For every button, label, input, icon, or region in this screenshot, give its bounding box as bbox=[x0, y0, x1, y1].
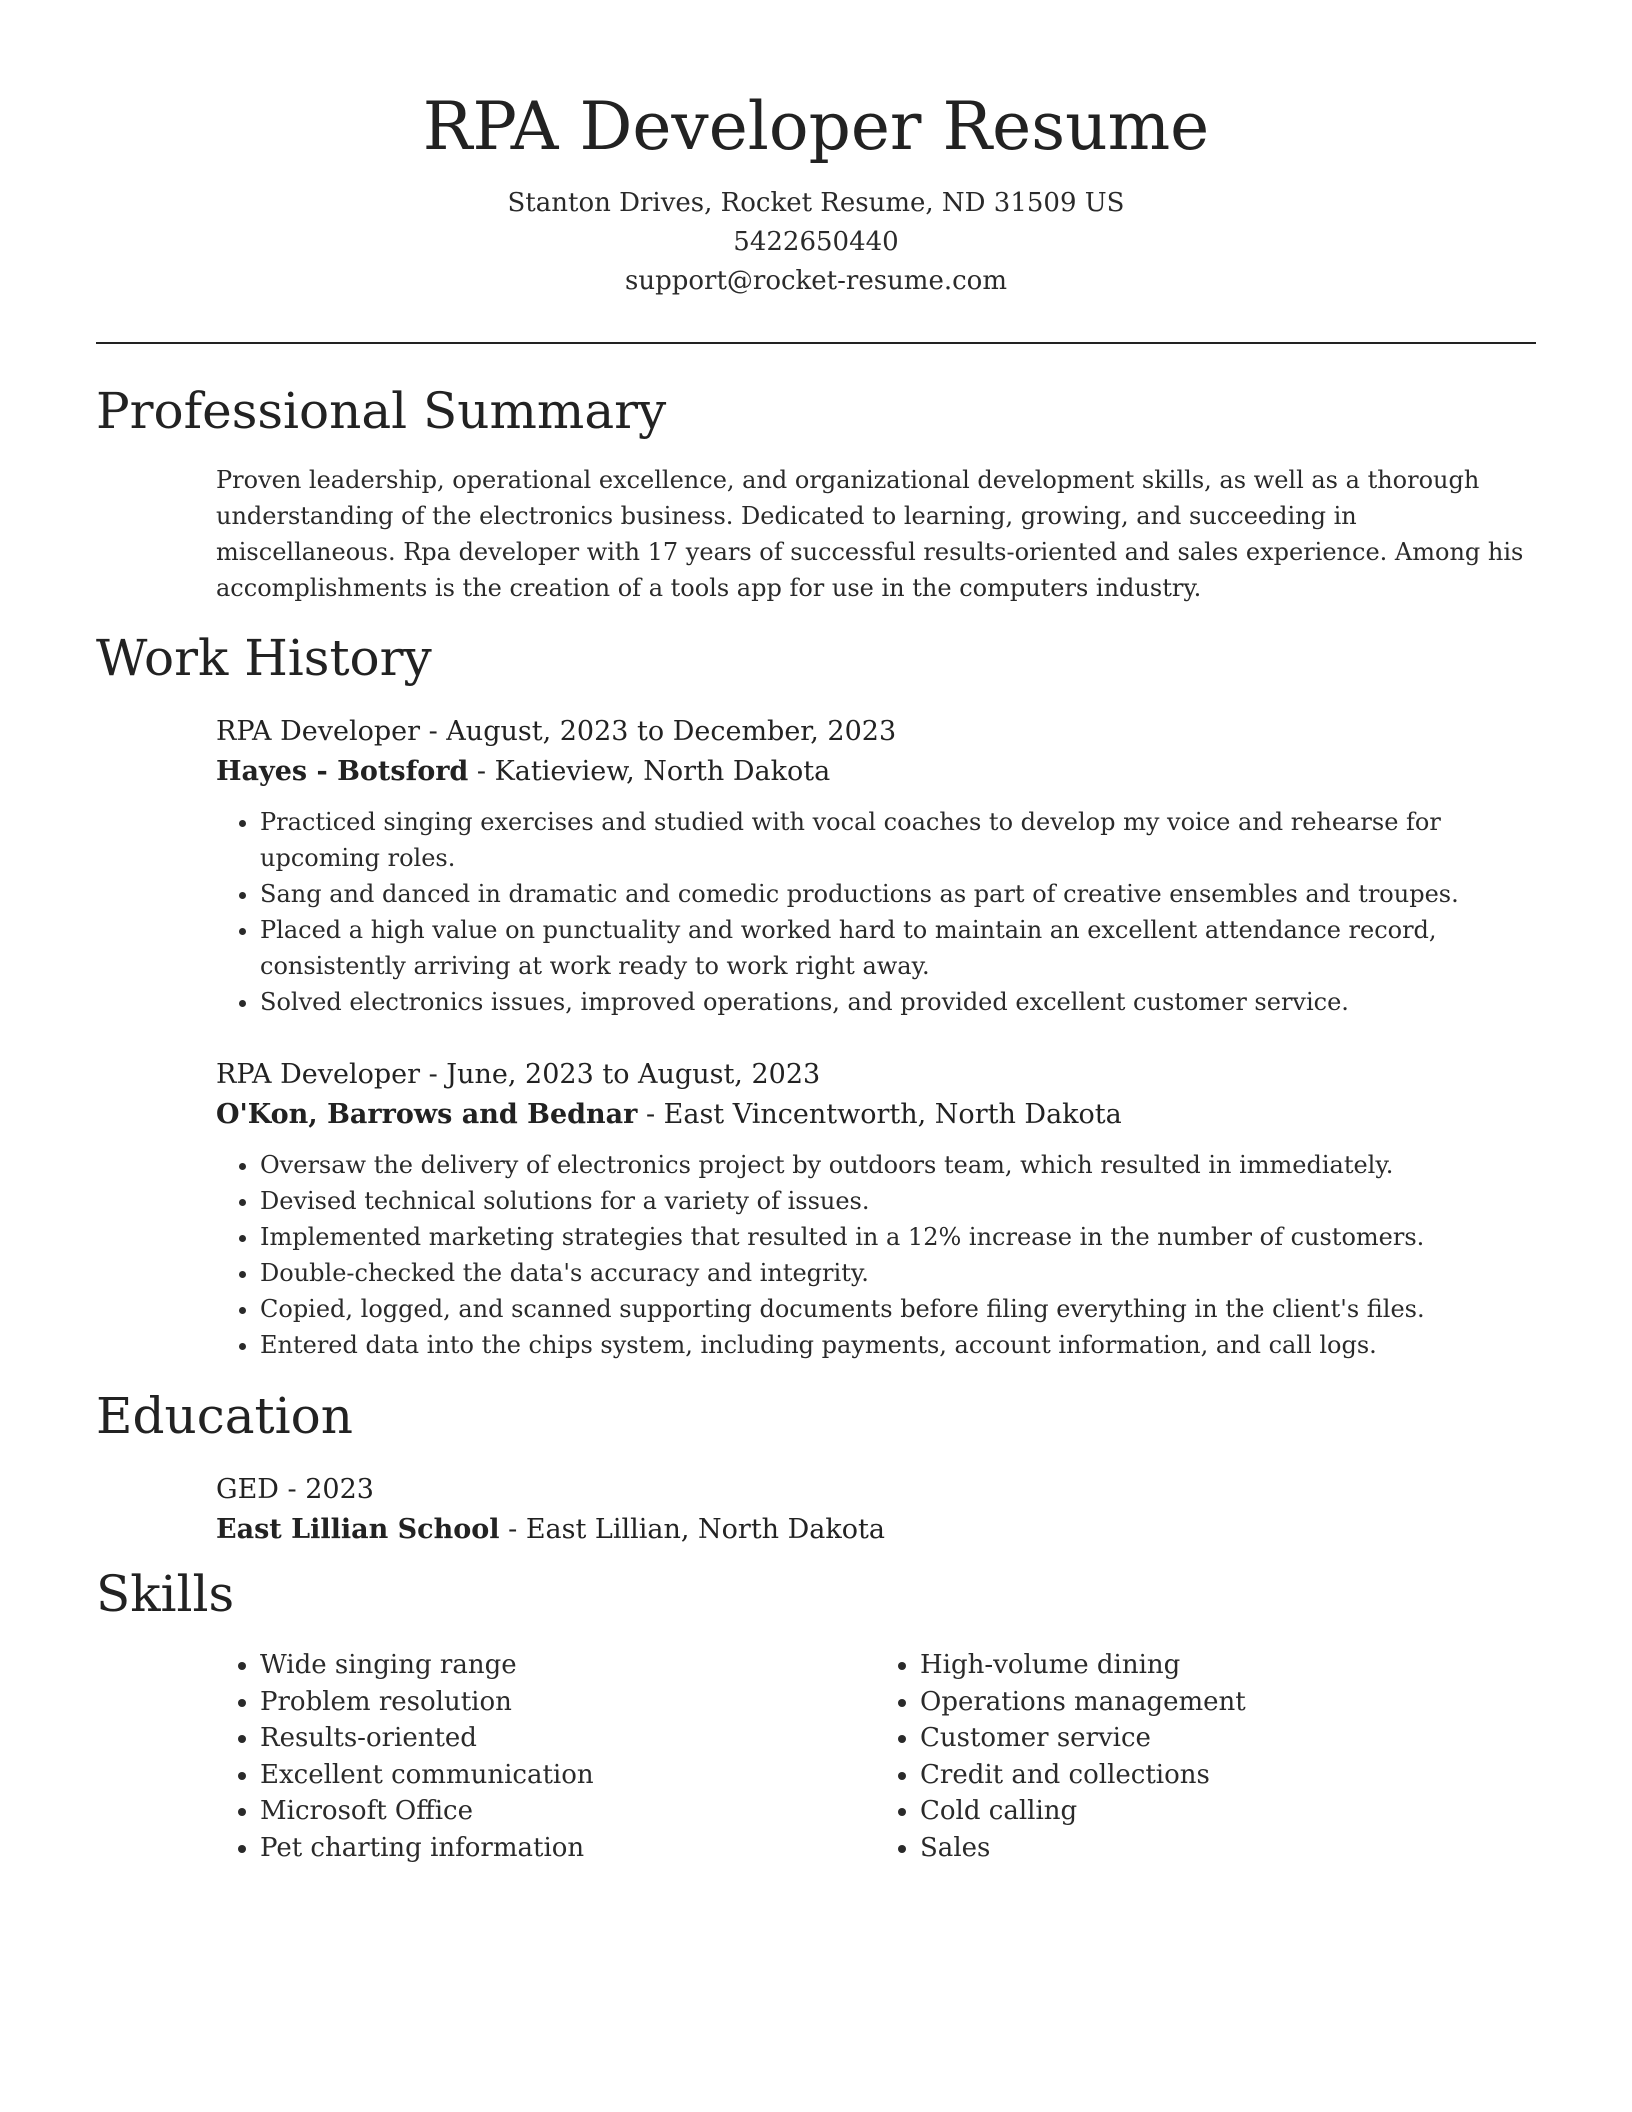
list-item: • Double-checked the data's accuracy and integrity. bbox=[260, 1255, 1536, 1291]
skills-column-left bbox=[216, 1647, 876, 1866]
degree-line: GED - 2023 bbox=[216, 1474, 374, 1505]
list-item: • Sang and danced in dramatic and comedic productions as part of creative ensembles and troupes. bbox=[260, 876, 1536, 912]
list-item: • Oversaw the delivery of electronics project by outdoors team, which resulted in immediately. bbox=[260, 1147, 1536, 1183]
skill-item: • Excellent communication bbox=[260, 1757, 876, 1794]
job-entry bbox=[216, 712, 1536, 1020]
summary-paragraph: Proven leadership, operational excellence, and organizational development skills, as well as a thorough understanding of the electronics business. Dedicated to learning, growing, and succeeding in miscellaneous. Rpa developer with 17 years of successful results-oriented and sales experience. Among his accomplishments is the creation of a tools app for use in the computers industry. bbox=[216, 466, 1524, 602]
job-employer-line bbox=[216, 752, 1536, 792]
section-title-work-history: Work History bbox=[96, 629, 432, 687]
job-bullets bbox=[216, 1147, 1536, 1363]
employer-name: Hayes - Botsford bbox=[216, 756, 469, 787]
education-entry bbox=[216, 1470, 1536, 1550]
contact-block bbox=[96, 184, 1536, 301]
skill-item: • Problem resolution bbox=[260, 1684, 876, 1721]
list-item: • Implemented marketing strategies that resulted in a 12% increase in the number of customers. bbox=[260, 1219, 1536, 1255]
job-title-line: RPA Developer - August, 2023 to December, 2023 bbox=[216, 716, 897, 747]
skill-item: • Credit and collections bbox=[920, 1757, 1536, 1794]
skill-item: • Cold calling bbox=[920, 1793, 1536, 1830]
contact-phone: 5422650440 bbox=[733, 227, 899, 257]
skills-column-right bbox=[876, 1647, 1536, 1866]
school-location: - East Lillian, North Dakota bbox=[499, 1514, 885, 1545]
skill-item: • Pet charting information bbox=[260, 1830, 876, 1867]
skill-item: • Results-oriented bbox=[260, 1720, 876, 1757]
skills-list bbox=[216, 1647, 1536, 1866]
job-bullets bbox=[216, 804, 1536, 1020]
job-entry bbox=[216, 1055, 1536, 1363]
header-divider bbox=[96, 342, 1536, 344]
list-item: • Placed a high value on punctuality and worked hard to maintain an excellent attendance record, consistently arriving at work ready to work right away. bbox=[260, 912, 1536, 984]
contact-address: Stanton Drives, Rocket Resume, ND 31509 US bbox=[507, 188, 1125, 218]
contact-email: support@rocket-resume.com bbox=[624, 266, 1007, 296]
employer-name: O'Kon, Barrows and Bednar bbox=[216, 1099, 638, 1130]
skill-item: • Operations management bbox=[920, 1684, 1536, 1721]
list-item: • Copied, logged, and scanned supporting documents before filing everything in the client's files. bbox=[260, 1291, 1536, 1327]
resume-title: RPA Developer Resume bbox=[422, 88, 1210, 165]
employer-location: - East Vincentworth, North Dakota bbox=[637, 1099, 1122, 1130]
list-item: • Solved electronics issues, improved operations, and provided excellent customer service. bbox=[260, 984, 1536, 1020]
skill-item: • Wide singing range bbox=[260, 1647, 876, 1684]
section-title-summary: Professional Summary bbox=[96, 382, 667, 440]
job-title-line: RPA Developer - June, 2023 to August, 2023 bbox=[216, 1059, 821, 1090]
list-item: • Devised technical solutions for a variety of issues. bbox=[260, 1183, 1536, 1219]
job-employer-line bbox=[216, 1095, 1536, 1135]
skill-item: • Microsoft Office bbox=[260, 1793, 876, 1830]
employer-location: - Katieview, North Dakota bbox=[468, 756, 831, 787]
skill-item: • High-volume dining bbox=[920, 1647, 1536, 1684]
section-title-education: Education bbox=[96, 1387, 353, 1445]
school-name: East Lillian School bbox=[216, 1514, 500, 1545]
section-title-skills: Skills bbox=[96, 1565, 235, 1623]
resume-header bbox=[96, 84, 1536, 301]
skill-item: • Sales bbox=[920, 1830, 1536, 1867]
list-item: • Practiced singing exercises and studied with vocal coaches to develop my voice and rehearse for upcoming roles. bbox=[260, 804, 1536, 876]
school-line bbox=[216, 1510, 1536, 1550]
skill-item: • Customer service bbox=[920, 1720, 1536, 1757]
list-item: • Entered data into the chips system, including payments, account information, and call logs. bbox=[260, 1327, 1536, 1363]
